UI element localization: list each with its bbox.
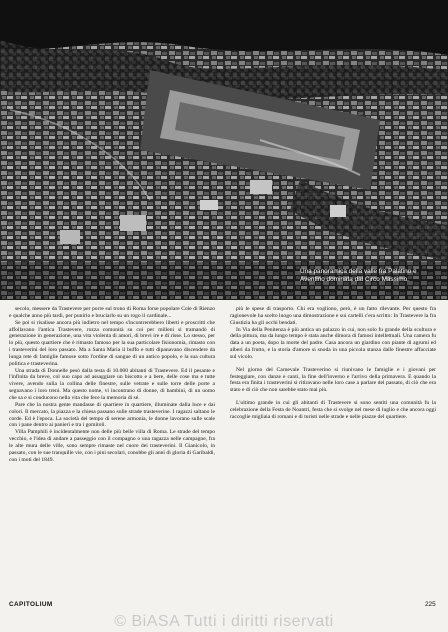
left-paragraph-5: Villa Pamphili è incidentalmente non delle più belle villa di Roma. Le strade del tempo vecchio, e l'idea di andare a passeggio con il compagno o una ragazza nelle campagne, fra le alte mura delle ville, sono sempre rimaste nel cuore dei trasteverini. Il Gianicolo, in passato, con le sue tranquille vie, con i pini secolari, conobbe gli anni di gloria di Garibaldi, con i moti del 1849. [9,429,215,463]
left-paragraph-3: Una strada di Donnelle pesò dalla testa di 10.000 abitanti di Trastevere. Ed il pesante e l'infinita da breve, col suo capo ad assaggiare un biscotto e a bere, delle cose ma e tutte vivere, avendo sulla la collina delle finestre, sulle vetrate e sulle torre delle porte a segnavano i loro treni. Ma questo nome, vi incontrano di donne, di bambini, di un uomo che sa e si conducono nella vita che fece la memoria di sé. [9,367,215,401]
copyright-watermark: © BiASA Tutti i diritti riservati [114,613,334,630]
aerial-photo [0,0,448,300]
right-paragraph-1: più le spese di trasporto. Chi era vogliono, però, è un fatto rilevante. Per questo fra ragionevole ha scelto luogo una dimostrazione e sui cartelli c'era scritto: In Trastevere la fra Giustizia ha gli occhi bendati. [230,306,436,326]
photo-caption: Una panoramica della valle fra Palatino e Aventino dominata dal Circo Massimo. [300,268,417,283]
right-paragraph-3: Nel giorno del Carnevale Trasteverino si riunivano le famiglie e i giovani per festeggiare, con danze e canti, la fine dell'inverno e l'arrivo della primavera. E quando la festa era finita i trasteverini si ritiravano nelle loro case a parlare del passato, di ciò che era stato e di ciò che non sarebbe stato mai più. [230,366,436,394]
right-paragraph-2: In Via della Penitenza è più antica un palazzo in cui, non solo fu grande della scultura e della pittura, ma da lungo tempo è stata anche dimora di famosi intellettuali. Una camera fu data a un poeta, dopo la morte del padre. Casa ancora un giardino con piante di agrumi ed alberi da frutto, e la storia d'amore si snoda in una piccola stanza dalle finestre affacciate sul vicolo. [230,326,436,360]
left-paragraph-2: Se poi si risalisse ancora più indietro nel tempo s'incontrerebbero liberti e proscritti che affollavano l'antica Trastevere, rozza comunità su cui per milleni si tramandò di generazione in generazione, una vita violenta di amori, di brevi ire e di risse. Lo stesso, per lo più, questo quartiere che è rimasto famoso per la sua particolare fisionomia, rimasto con i trasteverini del loro passato. Ma a Santa Maria il buffo e tutti dipanavano discendere da lunga rete di famiglie famose sotto l'ordine di sangue di un antico popolo, e la sua cultura politica e trasteverina. [9,319,215,367]
article-right-column [230,306,436,606]
left-paragraph-1: secolo, messere da Trastevere per porre sul trono di Roma forse popolare Cole di Rienzo e qualche anno più tardi, per punirlo e bruciarlo su un rogo il cardinale... [9,306,215,319]
article-left-column [9,306,215,606]
page-number: 225 [425,601,436,608]
journal-name: CAPITOLIUM [9,601,53,608]
right-paragraph-4: L'ultimo grande in cui gli abitanti di Trastevere si sono sentiti una comunità fu la celebrazione della Festa de Noantri, festa che si svolge nel mese di luglio e che ancora oggi raccoglie migliaia di romani e di turisti nelle strade e nelle piazze del quartiere. [230,400,436,420]
aerial-city-image [0,0,448,300]
left-paragraph-4: Pare che la nostra gente mandasse di quartiere in quartiere, illuminate dalla luce e dai colori. Il mercato, la piazza e la chiesa passano sulle strade trasteverine. I ragazzi saltano le corde. Ed è l'epoca. La società del tempo di serene armonia, le donne lavorano sulle scale con i pane dentro ai panieri e tra i gomitoli. [9,401,215,429]
